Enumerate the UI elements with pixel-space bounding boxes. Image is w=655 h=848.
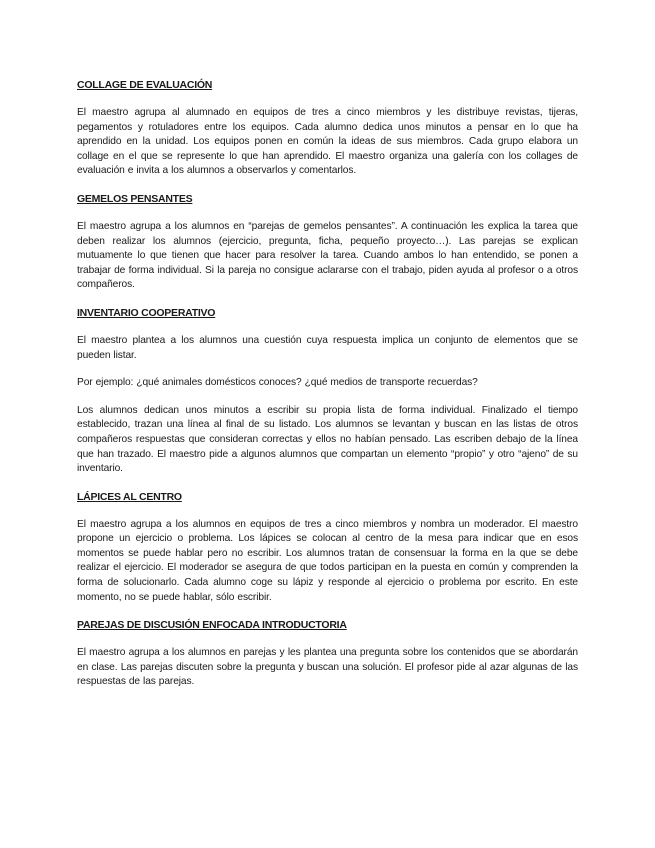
- paragraph: Los alumnos dedican unos minutos a escribir su propia lista de forma individual. Finalizado el tiempo establecido, trazan una línea al final de su listado. Los alumnos se levantan y buscan en las listas de otros compañeros respuestas que consideran correctas y ellos no habían pensado. Las escriben debajo de la línea que han trazado. El maestro pide a algunos alumnos que compartan un elemento “propio” y otro “ajeno” de su inventario.: [77, 404, 578, 475]
- section-inventario-cooperativo: [77, 306, 578, 477]
- paragraph: El maestro agrupa a los alumnos en parejas y les plantea una pregunta sobre los contenidos que se abordarán en clase. Las parejas discuten sobre la pregunta y buscan una solución. El profesor pide al azar algunas de las respuestas de las parejas.: [77, 647, 578, 688]
- paragraph: Por ejemplo: ¿qué animales domésticos conoces? ¿qué medios de transporte recuerdas?: [77, 377, 478, 389]
- section-parejas-de-discusion: [77, 618, 578, 690]
- paragraph: El maestro agrupa a los alumnos en equipos de tres a cinco miembros y nombra un moderador. El maestro propone un ejercicio o problema. Los lápices se colocan al centro de la mesa para indicar que en esos momentos se puede hablar pero no escribir. Los alumnos tratan de consensuar la forma en la que se debe realizar el ejercicio. El moderador se asegura de que todos participan en la puesta en común y comprenden la forma de solucionarlo. Cada alumno coge su lápiz y responde al ejercicio o problema por escrito. En este momento, no se puede hablar, sólo escribir.: [77, 518, 578, 603]
- document-page: [77, 78, 578, 703]
- section-lapices-al-centro: [77, 490, 578, 606]
- section-collage-de-evaluacion: [77, 78, 578, 179]
- paragraph: El maestro plantea a los alumnos una cuestión cuya respuesta implica un conjunto de elementos que se pueden listar.: [77, 334, 578, 361]
- section-heading: PAREJAS DE DISCUSIÓN ENFOCADA INTRODUCTORIA: [77, 619, 347, 632]
- paragraph: El maestro agrupa al alumnado en equipos de tres a cinco miembros y les distribuye revistas, tijeras, pegamentos y rotuladores entre los equipos. Cada alumno dedica unos minutos a pensar en lo que ha aprendido en la unidad. Los equipos ponen en común la ideas de sus miembros. Cada grupo elabora un collage en el que se represente lo que han aprendido. El maestro organiza una galería con los collages de evaluación e invita a los alumnos a observarlos y comentarlos.: [77, 107, 578, 177]
- section-heading: INVENTARIO COOPERATIVO: [77, 306, 216, 319]
- paragraph: El maestro agrupa a los alumnos en “parejas de gemelos pensantes”. A continuación les explica la tarea que deben realizar los alumnos (ejercicio, pregunta, ficha, pequeño proyecto…). Las parejas se explican mutuamente lo que tienen que hacer para resolver la tarea. Cuando ambos lo han entendido, se ponen a trabajar de forma individual. Si la pareja no consigue aclararse con el trabajo, piden ayuda al profesor o a otros compañeros.: [77, 220, 578, 291]
- section-heading: LÁPICES AL CENTRO: [77, 490, 182, 503]
- section-gemelos-pensantes: [77, 192, 578, 293]
- section-heading: COLLAGE DE EVALUACIÓN: [77, 79, 213, 91]
- section-heading: GEMELOS PENSANTES: [77, 192, 193, 205]
